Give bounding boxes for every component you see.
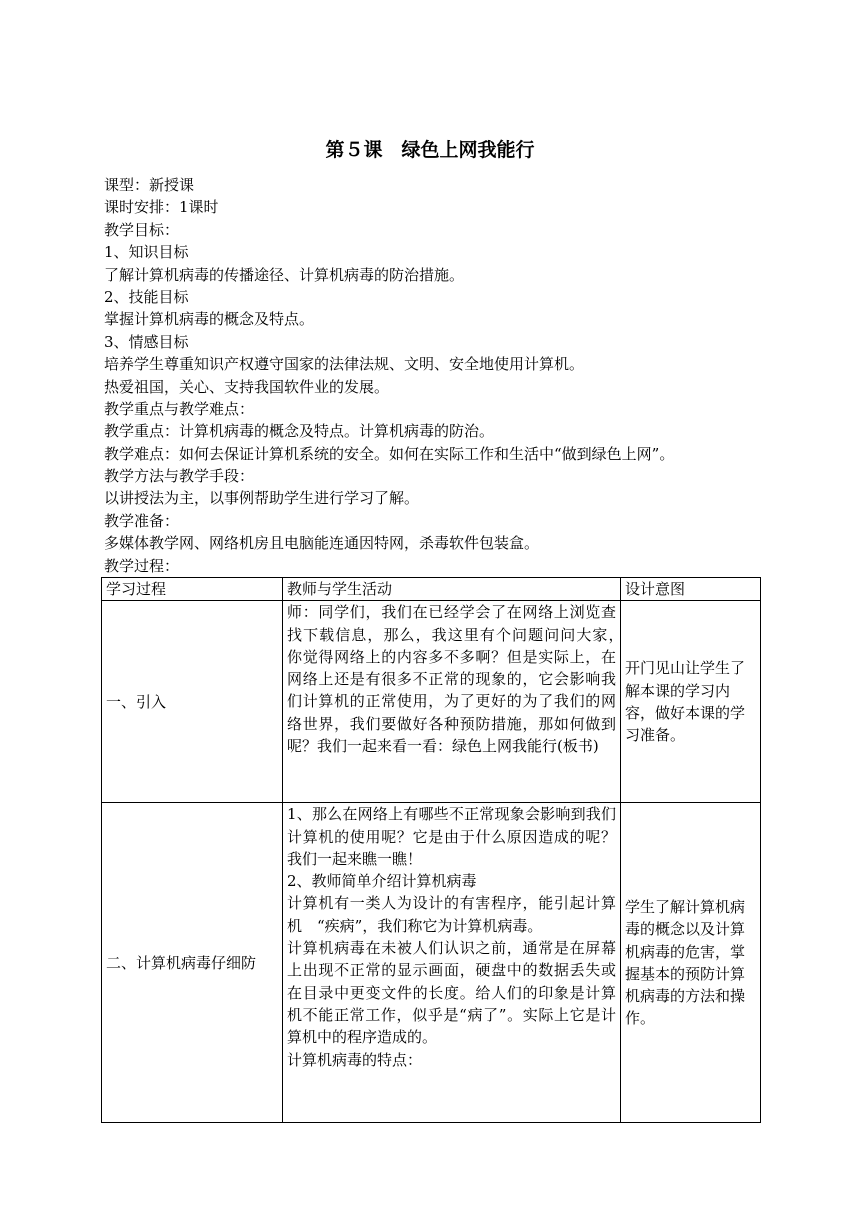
lesson-hours: 课时安排：1课时 [104, 198, 219, 217]
lesson-title: 第５课 绿色上网我能行 [325, 139, 535, 161]
teaching-process-table [101, 577, 761, 1123]
header-stage: 学习过程 [102, 578, 283, 601]
methods-heading: 教学方法与教学手段： [104, 467, 255, 486]
header-activity: 教师与学生活动 [283, 578, 621, 601]
table-header-row [102, 578, 761, 601]
lesson-info [104, 174, 804, 577]
activity-paragraph: 计算机病毒在未被人们认识之前，通常是在屏幕上出现不正常的显示画面，硬盘中的数据丢失或在目录中更变文件的长度。给人们的印象是计算机不能正常工作，似乎是“病了”。实际上它是计算机中的程序造成的。 [287, 939, 616, 1047]
skill-goal-text: 掌握计算机病毒的概念及特点。 [104, 310, 315, 329]
table-row [102, 803, 761, 1123]
stage-cell: 二、计算机病毒仔细防 [102, 803, 283, 1123]
header-intent: 设计意图 [621, 578, 761, 601]
stage-cell: 一、引入 [102, 601, 283, 803]
process-heading: 教学过程： [104, 556, 180, 575]
lesson-type: 课型：新授课 [104, 176, 195, 194]
knowledge-goal-text: 了解计算机病毒的传播途径、计算机病毒的防治措施。 [104, 265, 465, 284]
emotion-goal-text-2: 热爱祖国，关心、支持我国软件业的发展。 [104, 377, 390, 396]
activity-cell [283, 803, 621, 1123]
emotion-goal-text-1: 培养学生尊重知识产权遵守国家的法律法规、文明、安全地使用计算机。 [104, 355, 585, 374]
activity-paragraph: 2、教师简单介绍计算机病毒 [287, 872, 477, 891]
table-row [102, 601, 761, 803]
activity-paragraph: 计算机病毒的特点： [287, 1050, 423, 1069]
skill-goal-heading: 2、技能目标 [104, 287, 189, 306]
activity-paragraph: 计算机有一类人为设计的有害程序，能引起计算机 “疾病”，我们称它为计算机病毒。 [287, 894, 616, 935]
emotion-goal-heading: 3、情感目标 [104, 332, 189, 351]
activity-paragraph: 1、那么在网络上有哪些不正常现象会影响到我们计算机的使用呢？它是由于什么原因造成的呢？我们一起来瞧一瞧！ [287, 805, 616, 868]
goals-heading: 教学目标： [104, 220, 180, 239]
activity-cell: 师：同学们，我们在已经学会了在网络上浏览查找下载信息，那么，我这里有个问题问问大家， 你觉得网络上的内容多不多啊？但是实际上，在网络上还是有很多不正常的现象的，它会影响我们计算机的正常使用，为了更好的为了我们的网络世界，我们要做好各种预防措施，那如何做到呢？我们一起来看一看：绿色上网我能行(板书) [283, 601, 621, 803]
preparation-text: 多媒体教学网、网络机房且电脑能连通因特网，杀毒软件包装盒。 [104, 534, 540, 553]
preparation-heading: 教学准备： [104, 511, 180, 530]
key-point-text: 教学重点：计算机病毒的概念及特点。计算机病毒的防治。 [104, 422, 495, 441]
key-points-heading: 教学重点与教学难点： [104, 399, 255, 418]
intent-cell: 开门见山让学生了解本课的学习内容，做好本课的学习准备。 [621, 601, 761, 803]
intent-cell: 学生了解计算机病毒的概念以及计算机病毒的危害，掌握基本的预防计算机病毒的方法和操作。 [621, 803, 761, 1123]
knowledge-goal-heading: 1、知识目标 [104, 243, 189, 262]
methods-text: 以讲授法为主，以事例帮助学生进行学习了解。 [104, 489, 420, 508]
difficulty-text: 教学难点：如何去保证计算机系统的安全。如何在实际工作和生活中“做到绿色上网”。 [104, 444, 675, 463]
